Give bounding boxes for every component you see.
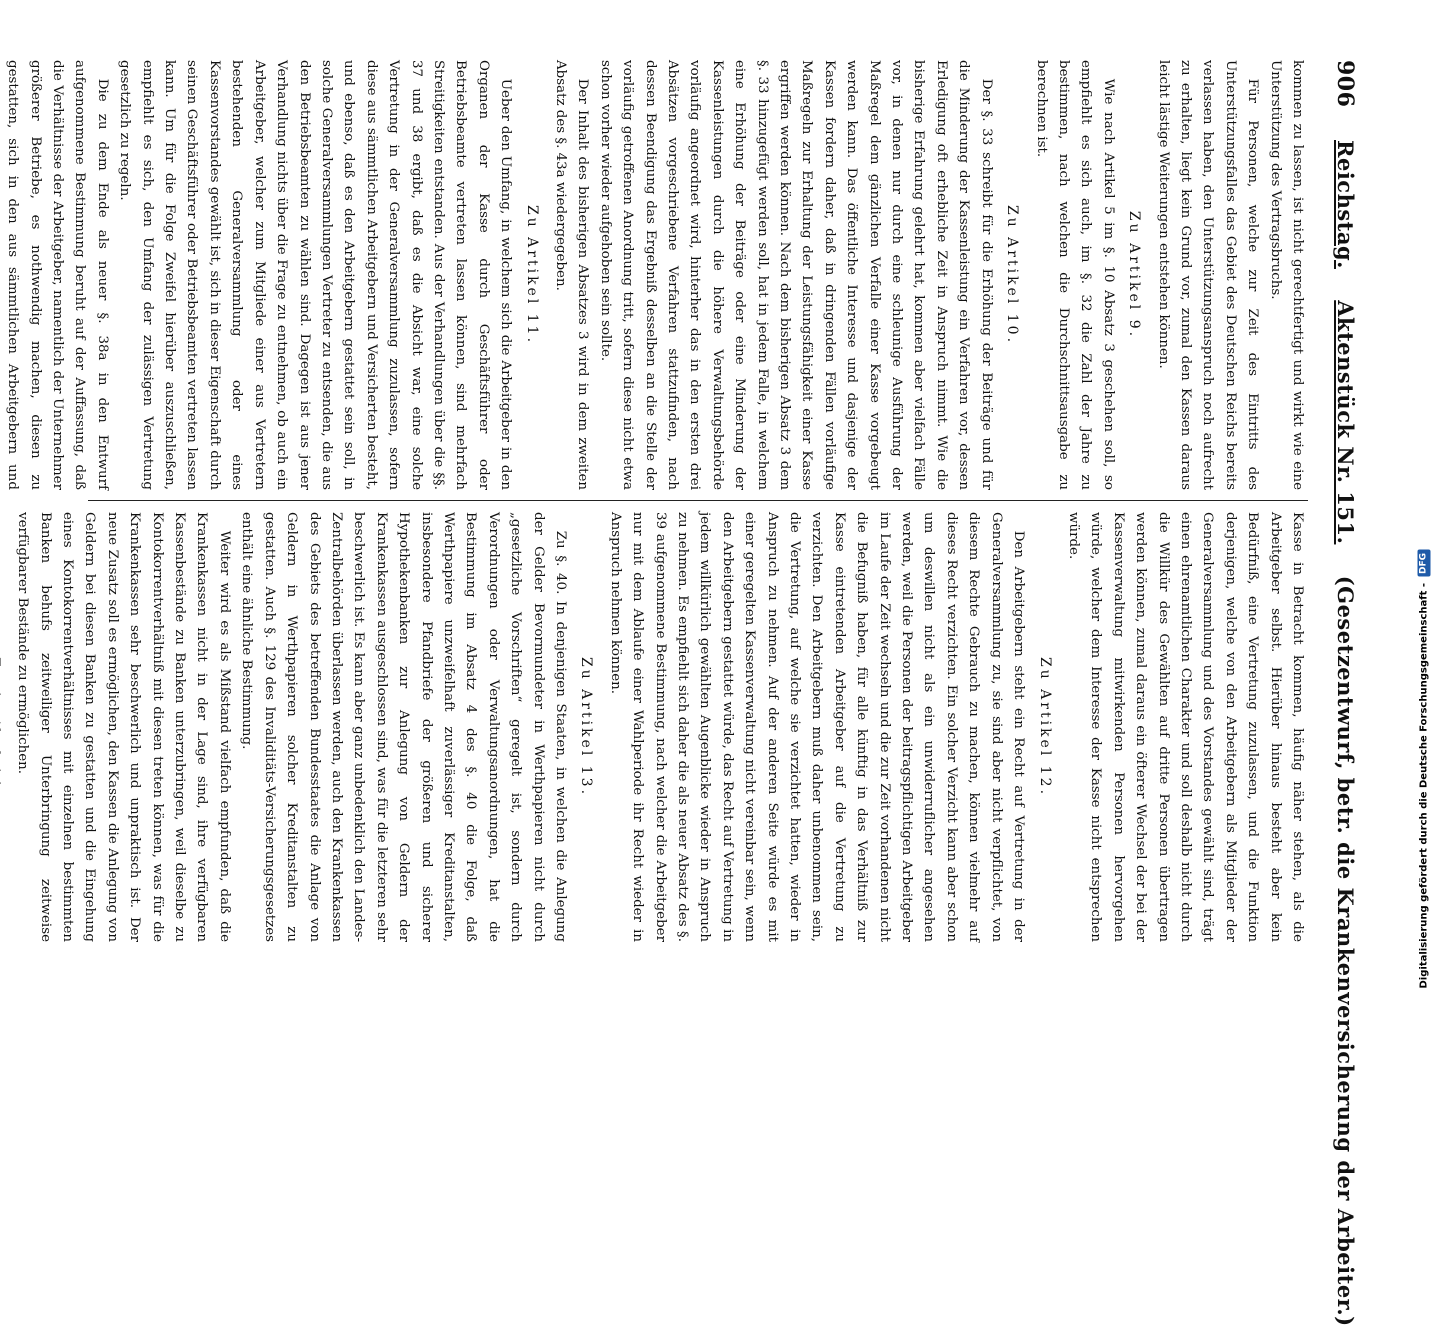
dfg-logo: DFG [1418, 550, 1431, 577]
article-heading: Zu Artikel 9. [1126, 210, 1143, 340]
body-paragraph: Zu §. 40. In denjenigen Staaten, in welchen die Anlegung der Gelder Bevormundeter in Werthpapieren nicht durch „gesetzliche Vorschriften“ geregelt ist, sondern durch Verordnungen oder Verwaltungsanordnungen, hat die Bestimmung im Absatz 4 des §. 40 die Folge, daß Werthpapiere unzweifelhaft zuverlässiger Kreditanstalten, insbesondere Pfandbriefe der größeren und sicherer Hypothekenbanken zur Anlegung von Geldern der Krankenkassen ausgeschlossen sind, was für die letzteren sehr beschwerlich ist. Es kann aber ganz unbedenklich den Landes-Zentralbehörden überlassen werden, auch den Krankenkassen des Gebiets des betreffenden Bundesstaates die Anlage von Geldern in Werthpapieren solcher Kreditanstalten zu gestatten. Auch §. 129 des Invaliditäts-Versicherungsgesetzes enthält eine ähnliche Bestimmung. [239, 512, 568, 942]
right-column [15, 512, 1308, 942]
title-rest: (Gesetzentwurf, betr. die Krankenversicherung der Arbeiter.) [1333, 575, 1358, 1327]
body-paragraph: Der Inhalt des bisherigen Absatzes 3 wird in dem zweiten Absatz des §. 43a wiedergegeben. [553, 60, 591, 490]
body-paragraph: Wie nach Artikel 5 im §. 10 Absatz 3 geschehen soll, so empfiehlt es sich auch, im §. 32 die Zahl der Jahre zu bestimmen, nach welchen die Durchschnittsausgabe zu berechnen ist. [1033, 60, 1116, 490]
credit-text: Digitalisierung gefördert durch die Deutsche Forschungsgemeinschaft - [1418, 582, 1430, 989]
article-heading: Zu Artikel 12. [1036, 656, 1053, 798]
article-heading: Zu Artikel 11. [523, 204, 540, 346]
digitization-credit [1416, 0, 1432, 1000]
article-heading: Zu Artikel 10. [1004, 204, 1021, 346]
body-paragraph: Den Arbeitgebern steht ein Recht auf Vertretung in der Generalversammlung zu, sie sind aber nicht verpflichtet, von diesem Rechte Gebrauch zu machen, können vielmehr auf dieses Recht verzichten. Ein solcher Verzicht kann aber schon um deswillen nicht als ein unwiderruflicher angesehen werden, weil die Personen der beitragspflichtigen Arbeitgeber im Laufe der Zeit wechseln und die zur Zeit vorhandenen nicht die Befugniß haben, für alle künftig in das Verhältniß zur Kasse eintretenden Arbeitgeber auf die Vertretung zu verzichten. Den Arbeitgebern muß daher unbenommen sein, die Vertretung, auf welche sie verzichtet hatten, wieder in Anspruch zu nehmen. Auf der anderen Seite würde es mit einer geregelten Kassenverwaltung nicht vereinbar sein, wenn den Arbeitgebern gestattet würde, das Recht auf Vertretung in jedem willkürlich gewählten Augenblicke wieder in Anspruch zu nehmen. Es empfiehlt sich daher die als neuer Absatz des §. 39 aufgenommene Bestimmung, nach welcher die Arbeitgeber nur mit dem Ablaufe einer Wahlperiode ihr Recht wieder in Anspruch nehmen können. [607, 512, 1027, 942]
page-number: 906 [1332, 60, 1358, 108]
scanned-page [5, 30, 1386, 1327]
body-paragraph: Ueber den Umfang, in welchem sich die Arbeitgeber in den Organen der Kasse durch Geschäftsführer oder Betriebsbeamte vertreten lassen können, sind mehrfach Streitigkeiten entstanden. Aus der Verhandlungen über die §§. 37 und 38 ergibt, daß es die Absicht war, eine solche Vertretung in der Generalversammlung zuzulassen, sofern diese aus sämmtlichen Arbeitgebern und Versicherten besteht, und ebenso, daß es den Arbeitgebern gestattet sein soll, in solche Generalversammlungen Vertreter zu entsenden, die aus den Betriebsbeamten zu wählen sind. Dagegen ist aus jener Verhandlung nichts über die Frage zu entnehmen, ob auch ein Arbeitgeber, welcher zum Mitgliede einer aus Vertretern bestehenden Generalversammlung oder eines Kassenvorstandes gewählt ist, sich in dieser Eigenschaft durch seinen Geschäftsführer oder Betriebsbeamten vertreten lassen kann. Um für die Folge Zweifel hierüber auszuschließen, empfiehlt es sich, den Umfang der zulässigen Vertretung gesetzlich zu regeln. [117, 60, 514, 490]
body-paragraph: Der §. 33 schreibt für die Erhöhung der Beiträge und für die Minderung der Kassenleistung ein Verfahren vor, dessen Erledigung oft erhebliche Zeit in Anspruch nimmt. Wie die bisherige Erfahrung gelehrt hat, kommen aber vielfach Fälle vor, in denen nur durch eine schleunige Ausführung der Maßregel dem gänzlichen Verfalle einer Kasse vorgebeugt werden kann. Das öffentliche Interesse und dasjenige der Kassen fordern daher, daß in dringenden Fällen vorläufige Maßregeln zur Erhaltung der Leistungsfähigkeit einer Kasse ergriffen werden können. Nach dem bisherigen Absatz 3 dem §. 33 hinzugefügt werden soll, hat in jedem Falle, in welchem eine Erhöhung der Beiträge oder eine Minderung der Kassenleistungen durch die höhere Verwaltungsbehörde vorläufig angeordnet wird, hinterher das in den ersten drei Absätzen vorgeschriebene Verfahren stattzufinden, nach dessen Beendigung das Ergebniß desselben an die Stelle der vorläufig getroffenen Anordnung tritt, sofern diese nicht etwa schon vorher wieder aufgehoben sein sollte. [597, 60, 994, 490]
left-column [5, 60, 1308, 490]
column-divider [88, 500, 1308, 501]
body-paragraph: Für Personen, welche zur Zeit des Eintritts des Unterstützungsfalles das Gebiet des Deutschen Reichs bereits verlassen haben, den Unterstützungsanspruch noch aufrecht zu erhalten, liegt kein Grund vor, zumal den Kassen daraus leicht lästige Weiterungen entstehen können. [1155, 60, 1261, 490]
page-header [1322, 60, 1362, 1327]
article-heading: Zu Artikel 13. [578, 656, 595, 798]
body-paragraph: kommen zu lassen, ist nicht gerechtfertigt und wirkt wie eine Unterstützung des Vertragsbruchs. [1267, 60, 1305, 490]
title-doc: Aktenstück Nr. 151. [1333, 300, 1358, 545]
title-prefix: Reichstag. [1333, 140, 1358, 269]
body-paragraph: Weiter wird es als Mißstand vielfach empfunden, daß die Krankenkassen nicht in der Lage sind, ihre verfügbaren Kassenbestände zu Banken unterzubringen, weil dieselbe zu Kontokorrentverhältniß mit diesen treten können, was für die Krankenkassen sehr beschwerlich und unpraktisch ist. Der neue Zusatz soll es ermöglichen, den Kassen die Anlegung von Geldern bei diesen Banken zu gestatten und die Eingehung eines Kontokorrentverhältnisses mit einzelnen bestimmten Banken behufs zeitweiliger Unterbringung zeitweise verfügbarer Bestände zu ermöglichen. [15, 512, 232, 942]
running-title [1333, 140, 1358, 1327]
body-paragraph: Kasse in Betracht kommen, häufig näher stehen, als die Arbeitgeber selbst. Hierüber hinaus besteht aber kein Bedürfniß, eine Vertretung zuzulassen, und die Funktion derjenigen, welche von den Arbeitgebern als Mitglieder der Generalversammlung und des Vorstandes gewählt sind, trägt einen ehrenamtlichen Charakter und soll deshalb nicht durch die Willkür des Gewählten auf dritte Personen übertragen werden können, zumal daraus ein öfterer Wechsel der bei der Kassenverwaltung mitwirkenden Personen hervorgehen würde, welcher dem Interesse der Kasse nicht entsprechen würde. [1065, 512, 1305, 942]
article-heading [0, 512, 5, 942]
body-paragraph: Die zu dem Ende als neuer §. 38a in den Entwurf aufgenommene Bestimmung beruht auf der Auffassung, daß die Verhältnisse der Arbeitgeber, namentlich der Unternehmer größerer Betriebe, es nothwendig machen, diesen zu gestatten, sich in den aus sämmtlichen Arbeitgebern und [5, 60, 110, 490]
